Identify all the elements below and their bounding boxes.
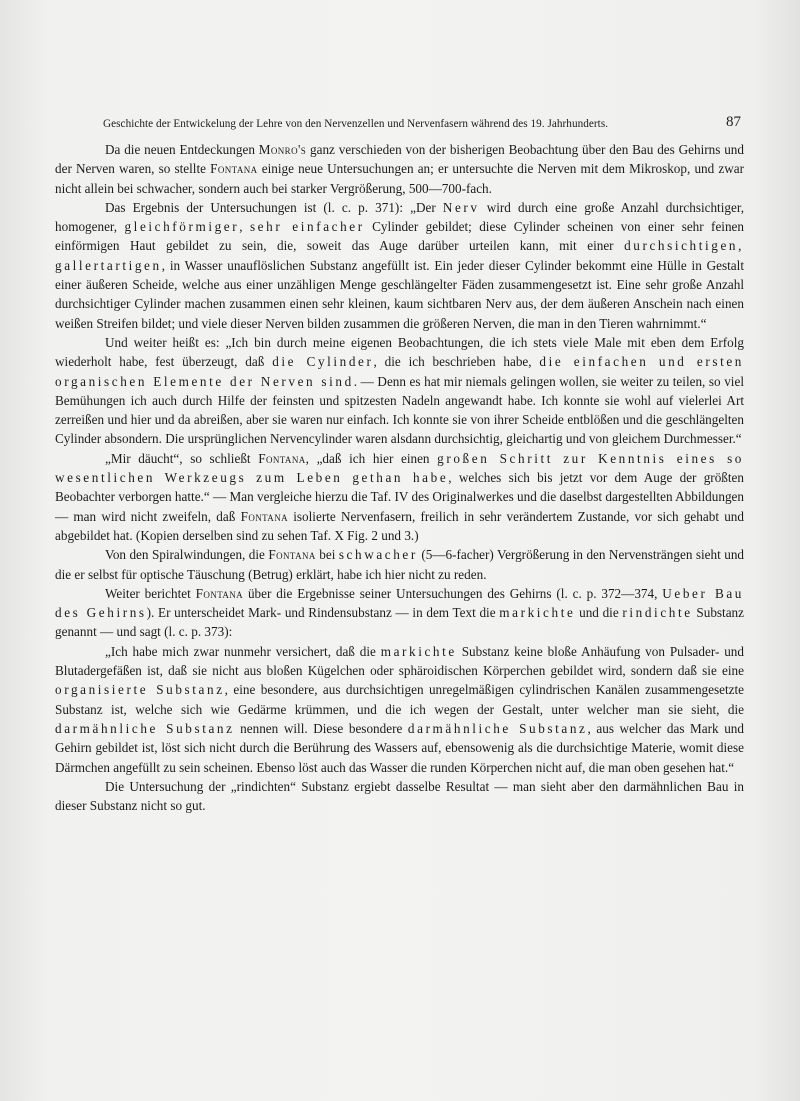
text-run: Substanz keine bloße Anhäufung von Pulsader- und Blutadergefäßen ist, daß sie nicht aus bloßen Kügelchen oder sphäroidischen Körperchen gebildet wird, sondern daß sie eine: [55, 643, 744, 679]
text-run: und die: [575, 605, 623, 621]
text-run: ). Er unterscheidet Mark- und Rindensubstanz — in dem Text die: [146, 605, 500, 621]
emphasized-text: die einfachen und ersten organischen Elemente der Nerven sind: [55, 354, 744, 389]
text-run: (5—6-facher) Vergrößerung in den Nervensträngen sieht und die er selbst für optische Täuschung (Betrug) erklärt, habe ich hier nicht zu reden.: [55, 547, 745, 582]
text-run: Da die neuen Entdeckungen: [105, 142, 259, 157]
text-run: Substanz genannt — und sagt (l. c. p. 373):: [55, 605, 745, 640]
text-run: Die Untersuchung der „rindichten“ Substanz ergiebt dasselbe Resultat — man sieht aber den darmähnlichen Bau in dieser Substanz nicht so gut.: [55, 778, 744, 814]
text-run: „Mir däucht“, so schließt: [105, 450, 259, 466]
text-run: . — Denn es hat mir niemals gelingen wollen, sie weiter zu teilen, so viel Bemühungen ich auch durch Hilfe der feinsten und spitzesten Nadeln angewandt habe. Ich konnte sie wohl auf vielerlei Art zerreißen und hier und da abreißen, aber sie waren nur einfach. Ich konnte sie von ihrer Scheide entblößen und die geschlängelten Cylinder absondern. Die ursprünglichen Nervencylinder waren alsdann durchsichtig, gleichartig und von gleichem Durchmesser.“: [55, 373, 744, 447]
text-run: ,: [239, 219, 250, 235]
emphasized-text: organisierte Substanz: [55, 682, 225, 698]
body-text: [55, 140, 744, 815]
text-run: wird durch eine große Anzahl durchsichtiger, homogener,: [55, 199, 744, 235]
emphasized-text: die Cylinder: [272, 354, 374, 370]
paragraph: [55, 333, 744, 449]
emphasized-text: durchsichtigen, gallertartigen: [55, 238, 744, 273]
author-name: Fontana: [268, 547, 316, 563]
emphasized-text: rindichte: [622, 605, 693, 621]
emphasized-text: großen Schritt zur Kenntnis eines so wesentlichen Werkzeugs zum Leben gethan habe: [55, 450, 744, 486]
text-run: , eine besondere, aus durchsichtigen unregelmäßigen cylindrischen Kanälen zusammengesetzte Substanz ist, welche sich wie Gedärme krümmen, und die ich wegen der Gestalt, unter welcher man sie sieht, die: [55, 682, 745, 717]
text-run: , „daß ich hier einen: [305, 450, 438, 466]
paragraph: [55, 545, 744, 584]
author-name: Fontana: [195, 585, 244, 601]
text-run: Von den Spiralwindungen, die: [105, 547, 269, 563]
text-run: , aus welcher das Mark und Gehirn gebildet ist, löst sich nicht durch die Berührung des Wassers auf, ebensowenig als die durchsichtige Materie, womit diese Därmchen angefüllt zu sein scheinen. Ebenso löst auch das Wasser die runden Körperchen nicht auf, die man oben gesehen hat.“: [55, 720, 744, 775]
author-name: Fontana: [258, 450, 306, 466]
text-run: „Ich habe mich zwar nunmehr versichert, daß die: [105, 643, 381, 659]
author-name: Fontana: [210, 161, 258, 177]
text-run: isolierte Nervenfasern, freilich in sehr verändertem Zustande, vor sich gehabt und abgebildet hat. (Kopien derselben sind zu sehen Taf. X Fig. 2 und 3.): [55, 508, 744, 543]
emphasized-text: gleichförmiger: [124, 219, 240, 235]
paragraph: [55, 777, 744, 816]
text-run: , welches sich bis jetzt vor dem Auge der größten Beobachter verborgen hatte.“ — Man vergleiche hierzu die Taf. IV des Originalwerkes und die daselbst dargestellten Abbildungen — man wird nicht zweifeln, daß: [55, 470, 744, 524]
emphasized-text: sehr einfacher: [249, 219, 365, 235]
emphasized-text: markichte: [499, 605, 576, 621]
paragraph: [55, 642, 744, 777]
text-run: , die ich beschrieben habe,: [373, 354, 540, 370]
text-run: nennen will. Diese besondere: [234, 720, 408, 736]
paragraph: [55, 584, 744, 642]
text-run: ganz verschieden von der bisherigen Beobachtung über den Bau des Gehirns und der Nerven waren, so stellte: [55, 142, 744, 177]
emphasized-text: Nerv: [442, 199, 480, 215]
author-name: Fontana: [240, 508, 289, 524]
page-header: [103, 114, 743, 134]
emphasized-text: Ueber Bau des Gehirns: [55, 585, 744, 621]
emphasized-text: darmähnliche Substanz: [407, 720, 588, 736]
paragraph: [55, 198, 744, 333]
running-title: Geschichte der Entwickelung der Lehre von den Nervenzellen und Nervenfasern während des 19. Jahrhunderts.: [103, 118, 609, 130]
text-run: Cylinder gebildet; diese Cylinder scheinen von einer sehr feinen einförmigen Haut gebildet zu sein, die, soweit das Auge darüber urteilen kann, mit einer: [55, 219, 744, 254]
text-run: Weiter berichtet: [105, 585, 196, 601]
author-name: Monro's: [258, 142, 307, 157]
emphasized-text: darmähnliche Substanz: [55, 720, 235, 736]
paragraph: [55, 449, 744, 545]
text-run: einige neue Untersuchungen an; er untersuchte die Nerven mit dem Mikroskop, und zwar nicht allein bei schwacher, sondern auch bei starker Vergrößerung, 500—700-fach.: [55, 161, 744, 196]
paragraph: [55, 140, 744, 198]
text-run: Und weiter heißt es: „Ich bin durch meine eigenen Beobachtungen, die ich stets viele Male mit eben dem Erfolg wiederholt habe, fest überzeugt, daß: [55, 334, 744, 370]
text-run: bei: [315, 547, 339, 563]
text-run: Das Ergebnis der Untersuchungen ist (l. c. p. 371): „Der: [105, 199, 443, 215]
page-number: 87: [726, 114, 741, 130]
emphasized-text: markichte: [380, 643, 457, 659]
emphasized-text: schwacher: [338, 547, 418, 563]
text-run: über die Ergebnisse seiner Untersuchungen des Gehirns (l. c. p. 372—374,: [243, 585, 663, 601]
text-run: , in Wasser unauflöslichen Substanz angefüllt ist. Ein jeder dieser Cylinder bekommt eine Hülle in Gestalt einer äußeren Scheide, welche aus einer unzähligen Menge geschlängelter Fäden zusammengesetzt ist. Eine sehr große Anzahl durchsichtiger Cylinder machen zusammen einen sehr kleinen, kaum sichtbaren Nerv aus, der dem äußeren Anschein nach einen weißen Streifen bildet; und viele dieser Nerven bilden zusammen die größeren Nerven, die man in den Tieren wahrnimmt.“: [55, 257, 744, 331]
